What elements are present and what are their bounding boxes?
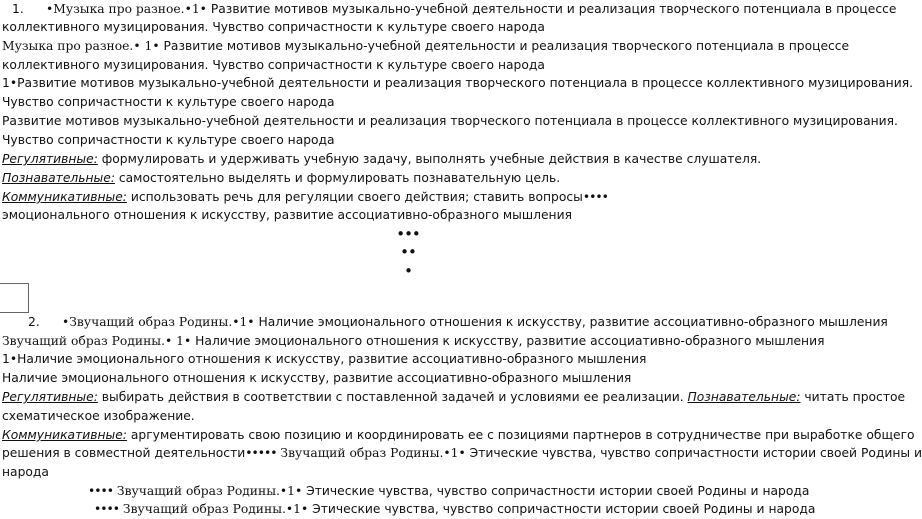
- s1-l3-text: Развитие мотивов музыкально-учебной деятельности и реализация творческого потенциала в процессе: [163, 39, 850, 53]
- s1-line-3: [2, 37, 850, 55]
- s1-line-1: [2, 0, 897, 18]
- s1-poz-text: самостоятельно выделять и формулировать познавательную цель.: [114, 171, 561, 185]
- s2-line-10: [88, 482, 812, 500]
- s1-title: •Музыка про разное.: [46, 2, 185, 16]
- s1-l5-text: Развитие мотивов музыкально-учебной деятельности и реализация творческого потенциала в процессе коллективного музицирования.: [17, 76, 914, 90]
- s2-line-9: народа: [2, 465, 49, 479]
- s2-poz-label: Познавательные:: [687, 390, 801, 404]
- s2-regulative: [2, 388, 906, 406]
- s1-reg-label: Регулятивные:: [2, 152, 98, 166]
- s2-mark: •1•: [232, 315, 255, 329]
- s2-reg-text: выбирать действия в соответствии с поставленной задачей и условиями ее реализации.: [97, 390, 688, 404]
- s1-regulative: [2, 150, 812, 168]
- s2-l2-text: Наличие эмоционального отношения к искусству, развитие ассоциативно-образного мышления: [195, 334, 825, 348]
- s2-line-2: [2, 332, 825, 350]
- s2-l10-dots: ••••: [88, 484, 114, 498]
- s2-title: •Звучащий образ Родины.: [62, 315, 233, 329]
- s1-kom-label: Коммуникативные:: [2, 190, 127, 204]
- s1-kom-text: использовать речь для регуляции своего действия; ставить вопросы: [126, 190, 583, 204]
- s2-line-11: [94, 500, 816, 518]
- s1-line-7: Развитие мотивов музыкально-учебной деятельности и реализация творческого потенциала в процессе коллективного музицирования.: [2, 114, 898, 128]
- s2-l10-title: Звучащий образ Родины.: [113, 484, 280, 498]
- s1-communicative: [2, 188, 812, 206]
- s2-l11-mark: •1•: [285, 502, 309, 516]
- s2-l8-title: Звучащий образ Родины.: [276, 446, 444, 460]
- s2-communicative: [2, 426, 915, 444]
- s2-l2-title: Звучащий образ Родины.: [2, 334, 165, 348]
- s2-number: 2.: [28, 315, 40, 329]
- s2-text: Наличие эмоционального отношения к искусству, развитие ассоциативно-образного мышления: [258, 315, 888, 329]
- s1-l5-mark: 1•: [2, 76, 18, 90]
- s2-l8-mark: •1•: [443, 446, 466, 460]
- s2-l3-text: Наличие эмоционального отношения к искусству, развитие ассоциативно-образного мышления: [17, 352, 647, 366]
- s1-line-8: Чувство сопричастности к культуре своего народа: [2, 133, 335, 147]
- s1-reg-text: формулировать и удерживать учебную задачу, выполнять учебные действия в качестве слушателя.: [97, 152, 762, 166]
- s2-l11-title: Звучащий образ Родины.: [119, 502, 286, 516]
- s2-l8-dots: •••••: [245, 446, 277, 460]
- s1-kom-dots: ••••: [582, 190, 608, 204]
- s2-l2-mark: • 1•: [164, 334, 192, 348]
- s2-l11-dots: ••••: [94, 502, 120, 516]
- s1-poz-label: Познавательные:: [2, 171, 115, 185]
- s2-kom-text: аргументировать свою позицию и координировать ее с позициями партнеров в сотрудничестве при выработке общего: [126, 428, 915, 442]
- s2-l8-text: решения в совместной деятельности: [2, 446, 246, 460]
- s1-l3-mark: • 1•: [133, 39, 160, 53]
- s1-l3-title: Музыка про разное.: [2, 39, 134, 53]
- s1-line-5: [2, 74, 914, 92]
- s2-l10-mark: •1•: [279, 484, 303, 498]
- s1-dots-c: •: [404, 262, 412, 280]
- s1-number: 1.: [12, 2, 24, 16]
- s1-line-4: коллективного музицирования. Чувство сопричастности к культуре своего народа: [2, 58, 545, 72]
- s1-kom-line-2: эмоционального отношения к искусству, развитие ассоциативно-образного мышления: [2, 208, 572, 222]
- s2-line-1: [28, 313, 888, 331]
- s2-l10-rest: Этические чувства, чувство сопричастности истории своей Родины и народа: [302, 484, 810, 498]
- s2-line-6: схематическое изображение.: [2, 409, 195, 423]
- s1-text: Развитие мотивов музыкально-учебной деятельности и реализация творческого потенциала в процессе: [210, 2, 897, 16]
- s1-line-2: коллективного музицирования. Чувство сопричастности к культуре своего народа: [2, 20, 545, 34]
- s2-reg-label: Регулятивные:: [2, 390, 98, 404]
- s2-poz-text: читать простое: [800, 390, 906, 404]
- s1-mark: •1•: [184, 2, 207, 16]
- s2-line-4: Наличие эмоционального отношения к искусству, развитие ассоциативно-образного мышления: [2, 371, 632, 385]
- s1-cognitive: [2, 169, 812, 187]
- empty-frame: [0, 283, 29, 313]
- s2-line-8: [2, 444, 922, 462]
- s1-line-6: Чувство сопричастности к культуре своего народа: [2, 95, 335, 109]
- s2-line-3: [2, 350, 812, 368]
- s2-kom-label: Коммуникативные:: [2, 428, 127, 442]
- s1-dots-a: •••: [396, 225, 420, 243]
- s2-l11-rest: Этические чувства, чувство сопричастности истории своей Родины и народа: [308, 502, 816, 516]
- s2-l3-mark: 1•: [2, 352, 18, 366]
- s2-l8-rest: Этические чувства, чувство сопричастности истории своей Родины и: [465, 446, 922, 460]
- s1-dots-b: ••: [400, 243, 416, 261]
